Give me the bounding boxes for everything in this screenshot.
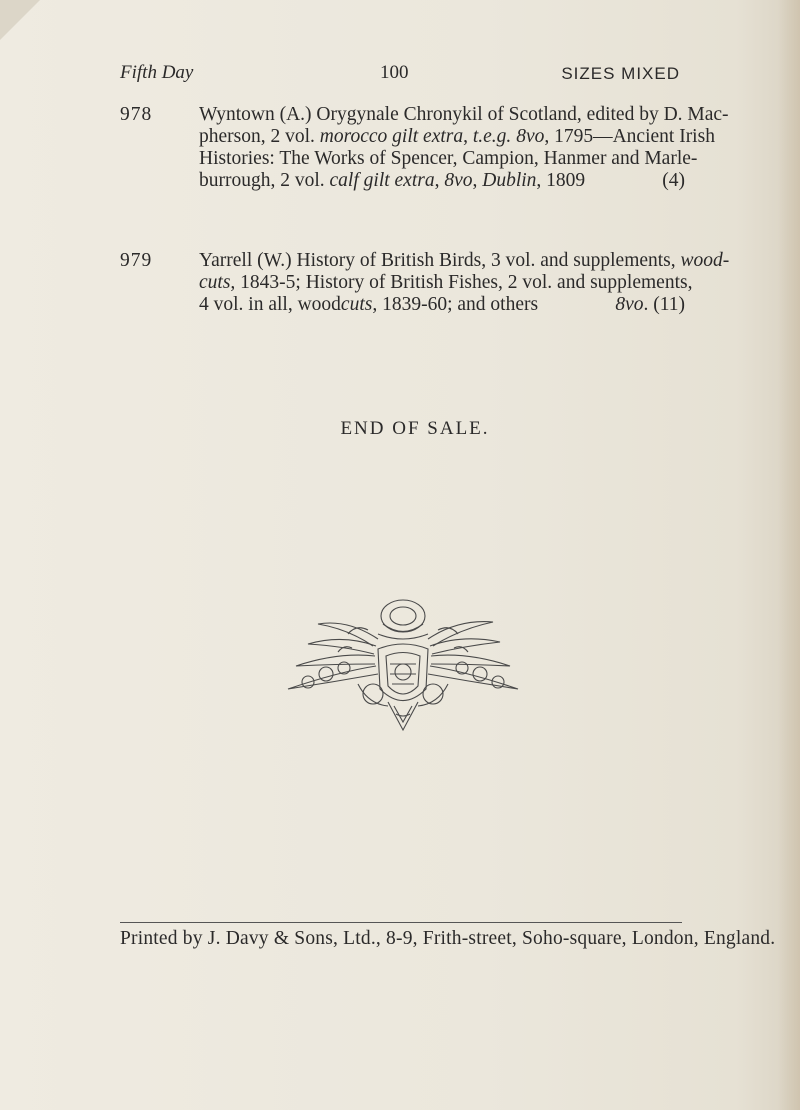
lot-entry [120, 250, 730, 316]
lot-quantity: (4) [662, 170, 685, 191]
section-title: SIZES MIXED [561, 64, 680, 83]
lot-line: Yarrell (W.) History of British Birds, 3 vol. and supplements, wood- [199, 250, 730, 271]
page-corner [0, 0, 40, 40]
page-edge [778, 0, 800, 1110]
lot-line: pherson, 2 vol. morocco gilt extra, t.e.g. 8vo, 1795—Ancient Irish [199, 126, 715, 147]
footer-rule [120, 922, 682, 923]
lot-line: Wyntown (A.) Orygynale Chronykil of Scotland, edited by D. Mac- [199, 104, 729, 125]
running-title: Fifth Day [120, 62, 194, 83]
lot-line-text: 4 vol. in all, woodcuts, 1839-60; and others [199, 294, 539, 315]
lot-number: 978 [120, 104, 153, 125]
lot-line-last [199, 170, 685, 192]
page-number: 100 [380, 62, 409, 83]
lot-description [199, 250, 730, 316]
floral-ornament-icon [278, 594, 528, 734]
end-of-sale-heading: END OF SALE. [340, 418, 490, 439]
lot-entry [120, 104, 729, 192]
lot-line: Histories: The Works of Spencer, Campion, Hanmer and Marle- [199, 148, 698, 169]
lot-number: 979 [120, 250, 153, 271]
lot-line-text: burrough, 2 vol. calf gilt extra, 8vo, Dublin, 1809 [199, 170, 586, 191]
lot-line: cuts, 1843-5; History of British Fishes, 2 vol. and supplements, [199, 272, 693, 293]
lot-quantity: 8vo. (11) [615, 294, 685, 315]
printer-imprint: Printed by J. Davy & Sons, Ltd., 8-9, Frith-street, Soho-square, London, England. [120, 928, 776, 949]
lot-description [199, 104, 729, 192]
running-header [120, 62, 680, 92]
lot-line-last [199, 294, 685, 316]
